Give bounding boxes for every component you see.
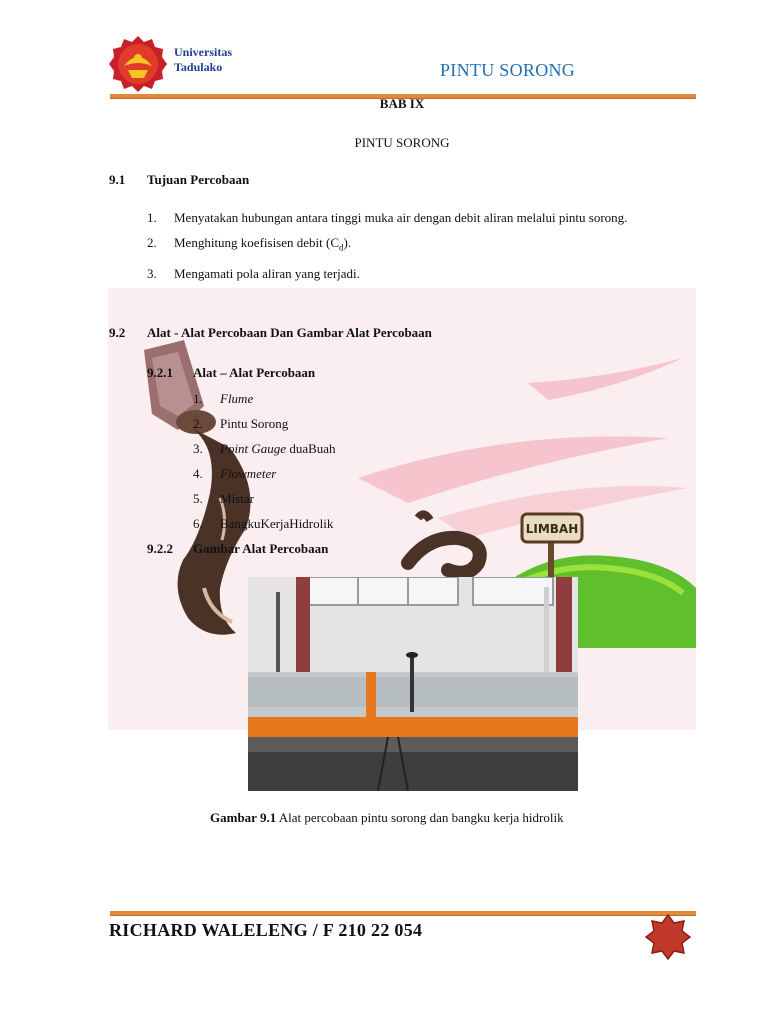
limbah-sign <box>522 514 582 542</box>
tool-name-italic: Flume <box>220 391 254 406</box>
tools-list <box>193 386 336 536</box>
section-heading-9-1 <box>109 172 249 188</box>
list-number: 2. <box>147 235 157 250</box>
list-number: 1. <box>193 391 203 406</box>
figure-caption-text: Alat percobaan pintu sorong dan bangku kerja hidrolik <box>276 810 564 825</box>
header-title: PINTU SORONG <box>440 60 576 80</box>
list-number: 6. <box>193 516 203 531</box>
tool-name: Mistar <box>220 491 254 506</box>
figure-label: Gambar 9.1 <box>210 810 277 825</box>
octagram-ornament-icon <box>645 914 691 960</box>
tool-name-italic: Point Gauge <box>220 441 287 456</box>
list-number: 5. <box>193 491 203 506</box>
list-text: Menyatakan hubungan antara tinggi muka air dengan debit aliran melalui pintu sorong. <box>174 210 628 225</box>
list-number: 3. <box>193 441 203 456</box>
university-name-line1: Universitas <box>174 45 232 59</box>
aims-list <box>147 205 696 286</box>
university-name <box>174 45 232 75</box>
footer-author: RICHARD WALELENG / F 210 22 054 <box>109 920 423 940</box>
list-text: Mengamati pola aliran yang terjadi. <box>174 265 360 281</box>
subsection-heading-9-2-1 <box>147 365 315 381</box>
list-item <box>193 436 336 461</box>
list-item <box>147 230 696 261</box>
section-heading-9-2 <box>109 325 432 341</box>
subsection-heading-9-2-2 <box>147 541 328 557</box>
tool-name: Pintu Sorong <box>220 416 289 431</box>
chapter-title: PINTU SORONG <box>354 135 450 150</box>
tool-name-italic: Flowmeter <box>220 466 277 481</box>
list-item <box>193 461 336 486</box>
list-number: 2. <box>193 416 203 431</box>
list-number: 1. <box>147 210 157 225</box>
figure-caption <box>210 810 564 826</box>
subsection-number: 9.2.2 <box>147 541 173 556</box>
list-item <box>147 261 696 286</box>
list-number: 3. <box>147 265 157 281</box>
subscript: d <box>339 242 344 253</box>
list-item <box>193 486 336 511</box>
tool-name: duaBuah <box>286 441 336 456</box>
list-item <box>193 386 336 411</box>
chapter-label: BAB IX <box>379 96 425 111</box>
list-item <box>193 511 336 536</box>
footer-divider <box>110 911 696 916</box>
list-number: 4. <box>193 466 203 481</box>
apparatus-photo <box>248 577 578 791</box>
section-title: Alat - Alat Percobaan Dan Gambar Alat Percobaan <box>147 325 432 340</box>
list-item <box>147 205 696 230</box>
list-text-end: ). <box>343 235 352 250</box>
subsection-title: Gambar Alat Percobaan <box>193 541 329 556</box>
subsection-number: 9.2.1 <box>147 365 173 380</box>
section-title: Tujuan Percobaan <box>147 172 250 187</box>
section-number: 9.1 <box>109 172 126 187</box>
section-number: 9.2 <box>109 325 126 340</box>
tool-name: BangkuKerjaHidrolik <box>220 516 334 531</box>
list-item <box>193 411 336 436</box>
subsection-title: Alat – Alat Percobaan <box>193 365 316 380</box>
limbah-sign-text: LIMBAH <box>525 522 579 536</box>
list-text: Menghitung koefisisen debit (C <box>174 235 340 250</box>
university-logo <box>108 34 168 94</box>
university-name-line2: Tadulako <box>174 60 223 74</box>
